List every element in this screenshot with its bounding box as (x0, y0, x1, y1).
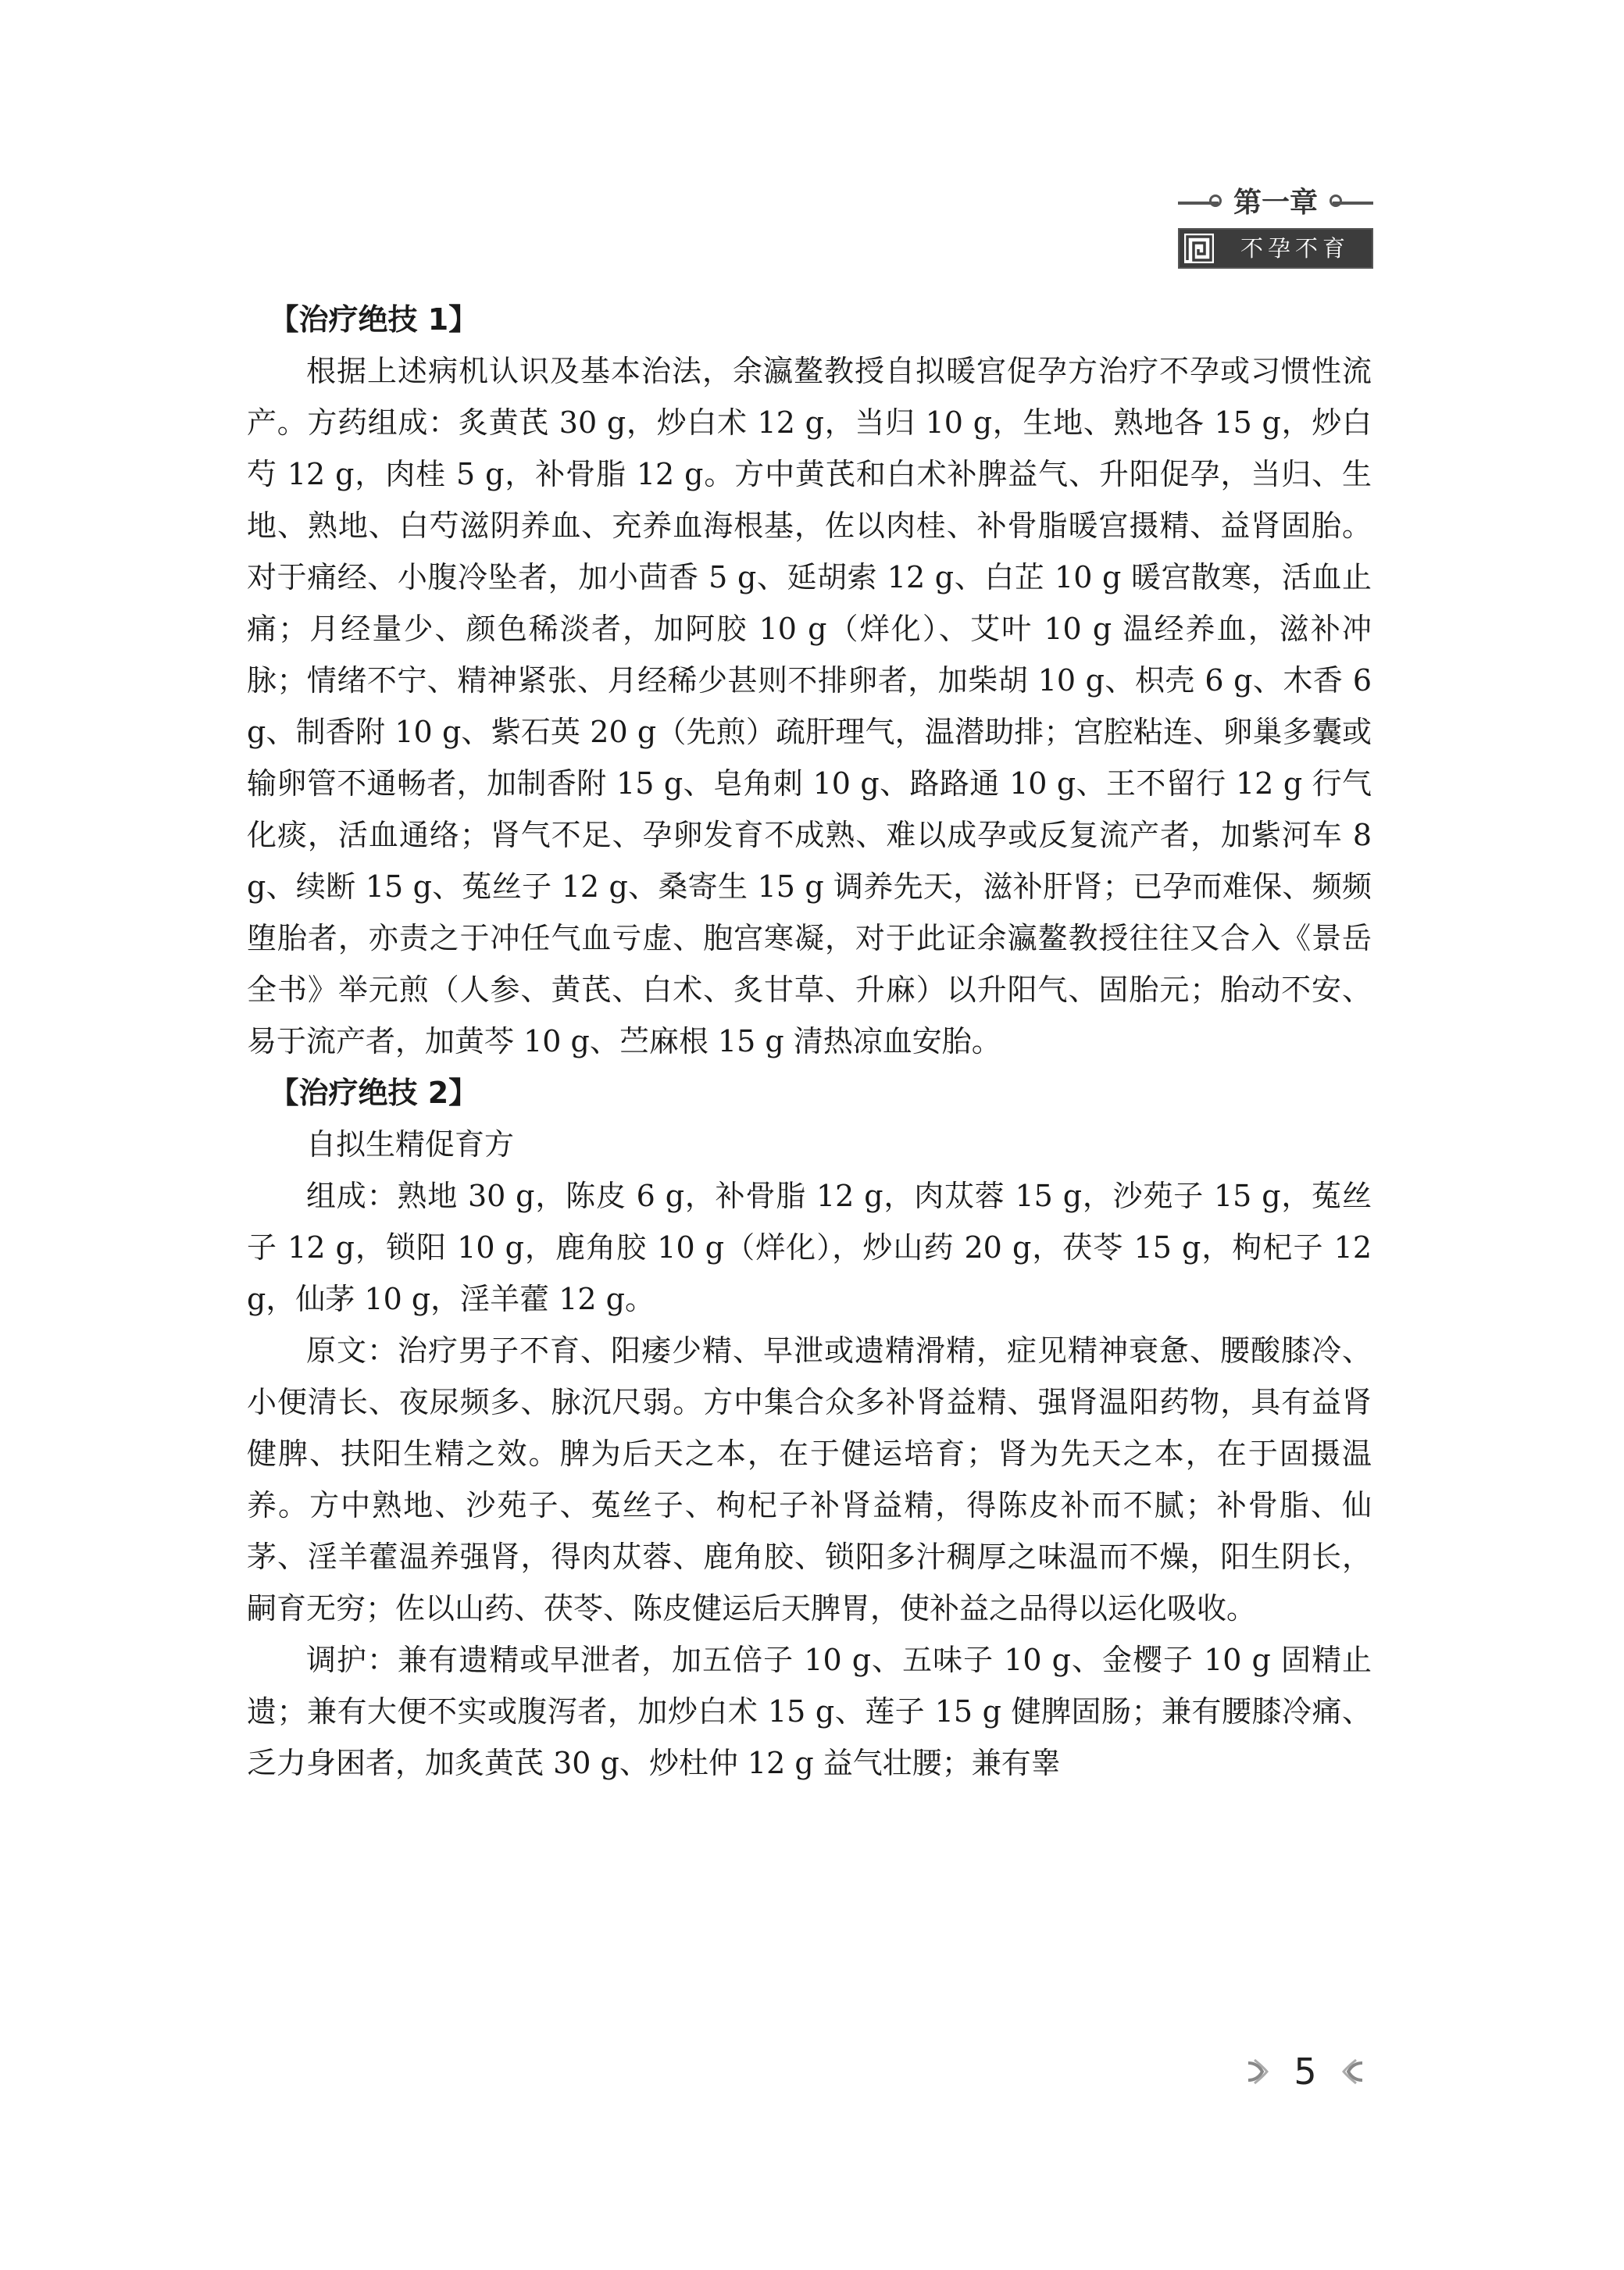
section-heading: 【治疗绝技 1】 (269, 302, 479, 337)
page-footer (1247, 2044, 1364, 2099)
paragraph: 根据上述病机认识及基本治法，余瀛鳌教授自拟暖宫促孕方治疗不孕或习惯性流产。方药组成：炙黄芪 30 g，炒白术 12 g，当归 10 g，生地、熟地各 15 g，炒白芍 12 g，肉桂 5 g，补骨脂 12 g。方中黄芪和白术补脾益气、升阳促孕，当归、生地、熟地、白芍滋阴养血、充养血海根基，佐以肉桂、补骨脂暖宫摄精、益肾固胎。对于痛经、小腹冷坠者，加小茴香 5 g、延胡索 12 g、白芷 10 g 暖宫散寒，活血止痛；月经量少、颜色稀淡者，加阿胶 10 g（烊化）、艾叶 10 g 温经养血，滋补冲脉；情绪不宁、精神紧张、月经稀少甚则不排卵者，加柴胡 10 g、枳壳 6 g、木香 6 g、制香附 10 g、紫石英 20 g（先煎）疏肝理气，温潜助排；宫腔粘连、卵巢多囊或输卵管不通畅者，加制香附 15 g、皂角刺 10 g、路路通 10 g、王不留行 12 g 行气化痰，活血通络；肾气不足、孕卵发育不成熟、难以成孕或反复流产者，加紫河车 8 g、续断 15 g、菟丝子 12 g、桑寄生 15 g 调养先天，滋补肝肾；已孕而难保、频频堕胎者，亦责之于冲任气血亏虚、胞宫寒凝，对于此证余瀛鳌教授往往又合入《景岳全书》举元煎（人参、黄芪、白术、炙甘草、升麻）以升阳气、固胎元；胎动不安、易于流产者，加黄芩 10 g、苎麻根 15 g 清热凉血安胎。 (247, 354, 1372, 1058)
paragraph: 调护：兼有遗精或早泄者，加五倍子 10 g、五味子 10 g、金樱子 10 g 固精止遗；兼有大便不实或腹泻者，加炒白术 15 g、莲子 15 g 健脾固肠；兼有腰膝冷痛、乏力身困者，加炙黄芪 30 g、炒杜仲 12 g 益气壮腰；兼有睾 (247, 1643, 1372, 1780)
page-ornament-left-icon (1247, 2058, 1270, 2085)
body-text (247, 294, 1372, 1789)
paragraph: 组成：熟地 30 g，陈皮 6 g，补骨脂 12 g，肉苁蓉 15 g，沙苑子 15 g，菟丝子 12 g，锁阳 10 g，鹿角胶 10 g（烊化），炒山药 20 g，茯苓 15 g，枸杞子 12 g，仙茅 10 g，淫羊藿 12 g。 (247, 1179, 1372, 1316)
chapter-header (1178, 184, 1373, 222)
page-ornament-right-icon (1340, 2058, 1364, 2085)
chapter-title-box (1178, 228, 1373, 269)
chapter-label: 第一章 (1233, 187, 1318, 219)
page-number: 5 (1294, 2050, 1317, 2093)
chapter-badge (1178, 184, 1373, 269)
ornament-left (1178, 202, 1219, 205)
paragraph: 自拟生精促育方 (306, 1127, 515, 1162)
paragraph: 原文：治疗男子不育、阳痿少精、早泄或遗精滑精，症见精神衰惫、腰酸膝冷、小便清长、夜尿频多、脉沉尺弱。方中集合众多补肾益精、强肾温阳药物，具有益肾健脾、扶阳生精之效。脾为后天之本，在于健运培育；肾为先天之本，在于固摄温养。方中熟地、沙苑子、菟丝子、枸杞子补肾益精，得陈皮补而不腻；补骨脂、仙茅、淫羊藿温养强肾，得肉苁蓉、鹿角胶、锁阳多汁稠厚之味温而不燥，阳生阴长，嗣育无穷；佐以山药、茯苓、陈皮健运后天脾胃，使补益之品得以运化吸收。 (247, 1333, 1372, 1626)
chapter-title: 不孕不育 (1240, 235, 1350, 262)
ornament-right (1333, 202, 1373, 205)
meander-key-icon (1184, 234, 1214, 263)
section-heading: 【治疗绝技 2】 (269, 1076, 479, 1110)
